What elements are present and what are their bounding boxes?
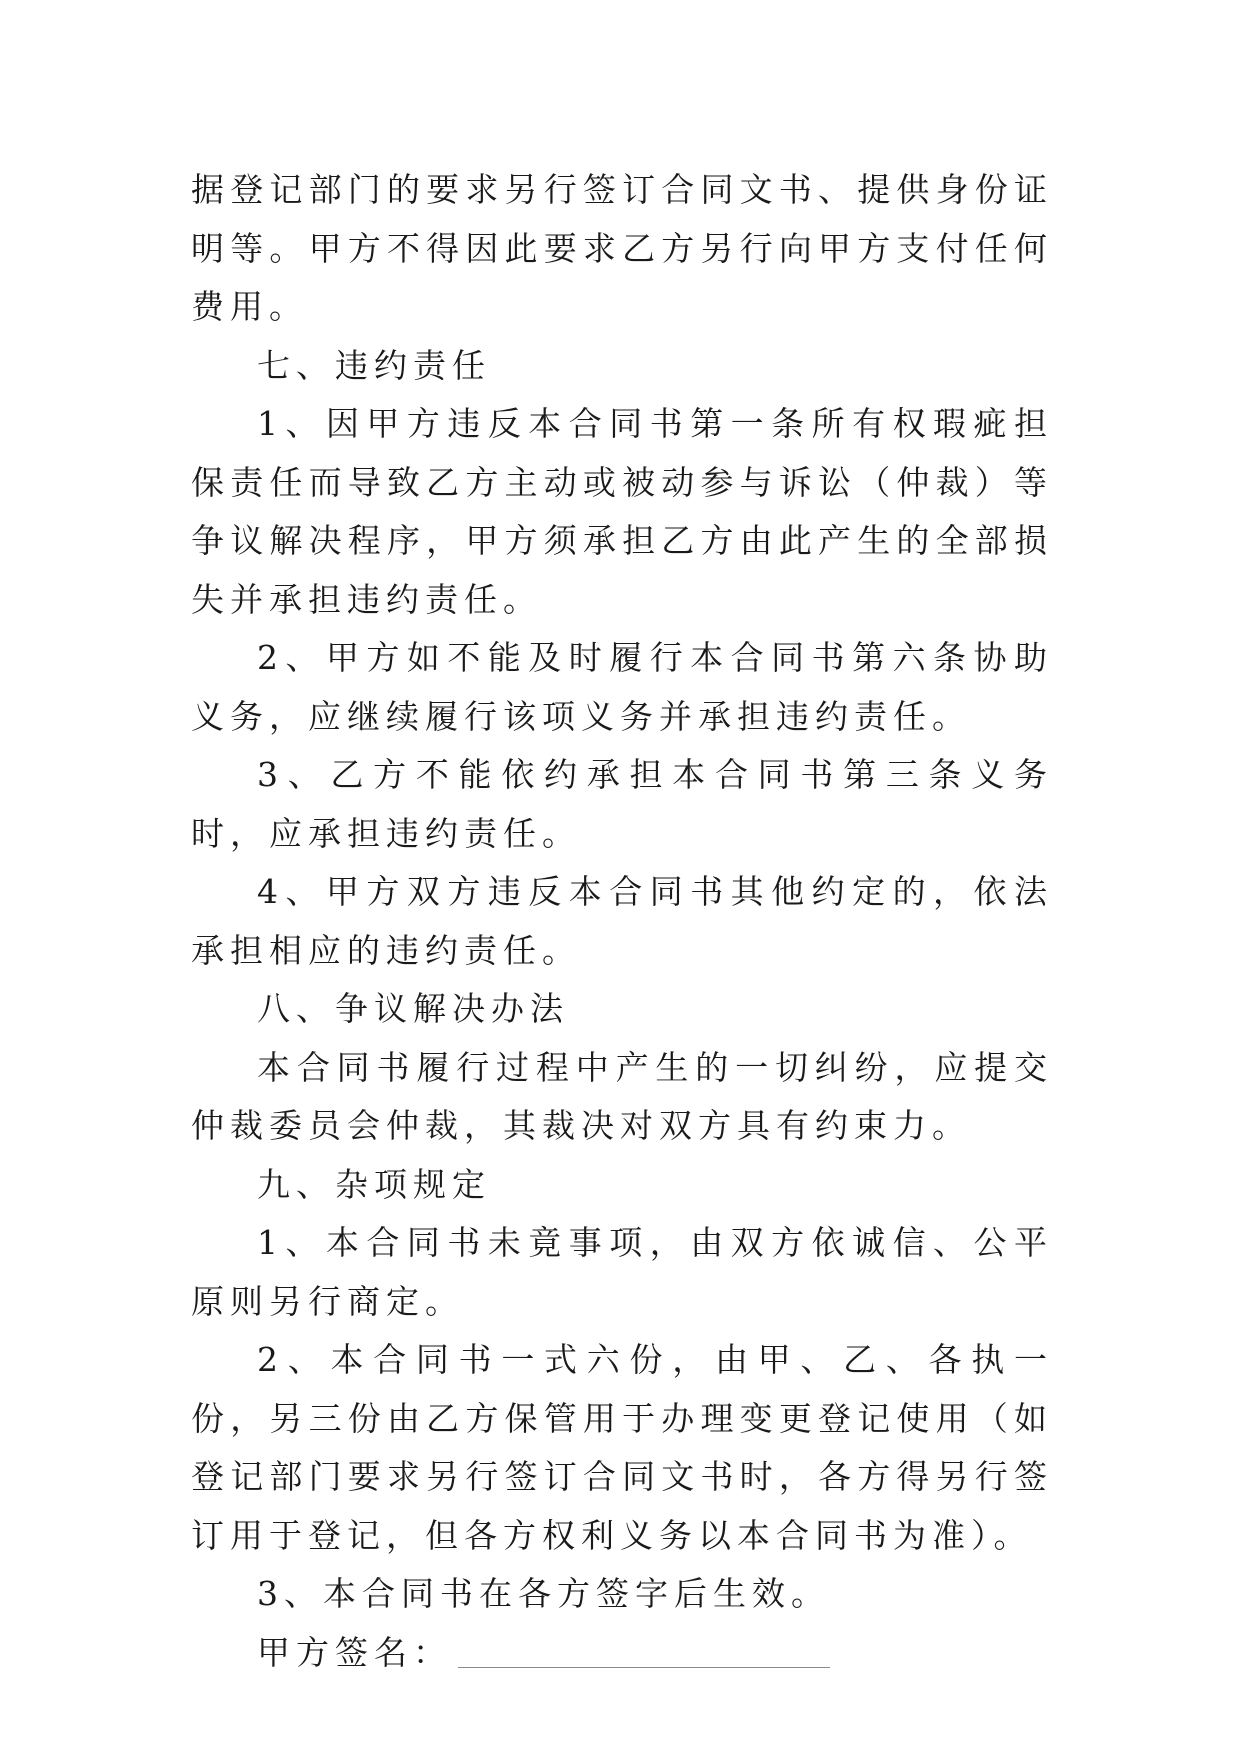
section-heading-dispute-resolution: 八、争议解决办法 bbox=[257, 989, 569, 1028]
document-page bbox=[191, 161, 1053, 1682]
clause-7-1: 1、因甲方违反本合同书第一条所有权瑕疵担保责任而导致乙方主动或被动参与诉讼（仲裁）等争议解决程序，甲方须承担乙方由此产生的全部损失并承担违约责任。 bbox=[191, 404, 1053, 619]
clause-7-3: 3、乙方不能依约承担本合同书第三条义务时，应承担违约责任。 bbox=[191, 755, 1053, 853]
clause-9-2: 2、本合同书一式六份，由甲、乙、各执一份，另三份由乙方保管用于办理变更登记使用（如登记部门要求另行签订合同文书时，各方得另行签订用于登记，但各方权利义务以本合同书为准）。 bbox=[191, 1340, 1053, 1555]
clause-9-1: 1、本合同书未竟事项，由双方依诚信、公平原则另行商定。 bbox=[191, 1223, 1053, 1321]
signature-row bbox=[191, 1624, 1053, 1683]
clause-7-4: 4、甲方双方违反本合同书其他约定的，依法承担相应的违约责任。 bbox=[191, 872, 1053, 970]
section-heading-breach-liability: 七、违约责任 bbox=[257, 345, 491, 385]
signature-blank-line[interactable] bbox=[458, 1633, 830, 1668]
clause-7-2: 2、甲方如不能及时履行本合同书第六条协助义务，应继续履行该项义务并承担违约责任。 bbox=[191, 638, 1053, 736]
clause-8-body: 本合同书履行过程中产生的一切纠纷，应提交仲裁委员会仲裁，其裁决对双方具有约束力。 bbox=[191, 1047, 1053, 1145]
clause-9-3: 3、本合同书在各方签字后生效。 bbox=[257, 1574, 830, 1613]
signature-label: 甲方签名： bbox=[257, 1632, 452, 1672]
paragraph-continuation: 据登记部门的要求另行签订合同文书、提供身份证明等。甲方不得因此要求乙方另行向甲方支付任何费用。 bbox=[191, 170, 1053, 326]
section-heading-miscellaneous: 九、杂项规定 bbox=[257, 1164, 491, 1204]
